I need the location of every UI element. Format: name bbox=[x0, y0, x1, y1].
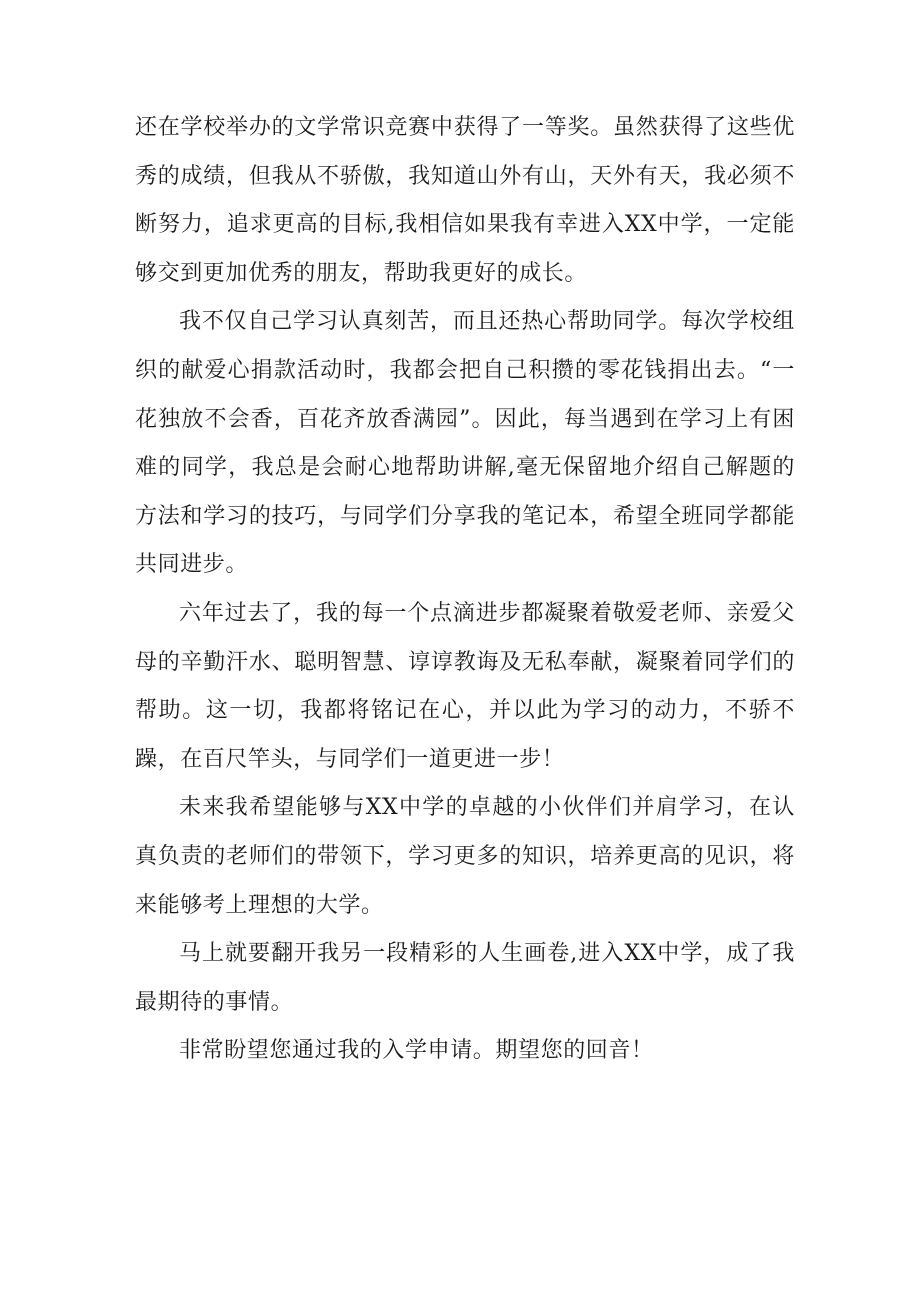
paragraph-continuation: 还在学校举办的文学常识竞赛中获得了一等奖。虽然获得了这些优秀的成绩，但我从不骄傲，我知道山外有山，天外有天，我必须不断努力，追求更高的目标,我相信如果我有幸进入XX中学，一定能够交到更加优秀的朋友，帮助我更好的成长。 bbox=[135, 115, 795, 286]
paragraph-future: 未来我希望能够与XX中学的卓越的小伙伴们并肩学习，在认真负责的老师们的带领下，学习更多的知识，培养更高的见识，将来能够考上理想的大学。 bbox=[135, 795, 795, 918]
paragraph-six-years: 六年过去了，我的每一个点滴进步都凝聚着敬爱老师、亲爱父母的辛勤汗水、聪明智慧、谆谆教诲及无私奉献，凝聚着同学们的帮助。这一切，我都将铭记在心，并以此为学习的动力，不骄不躁，在百尺竿头，与同学们一道更进一步！ bbox=[135, 600, 795, 772]
paragraph-next-chapter: 马上就要翻开我另一段精彩的人生画卷,进入XX中学，成了我最期待的事情。 bbox=[135, 941, 795, 1015]
letter-body bbox=[135, 104, 795, 1076]
paragraph-helping-classmates: 我不仅自己学习认真刻苦，而且还热心帮助同学。每次学校组织的献爱心捐款活动时，我都会把自己积攒的零花钱捐出去。“一花独放不会香，百花齐放香满园”。因此，每当遇到在学习上有困难的同学，我总是会耐心地帮助讲解,毫无保留地介绍自己解题的方法和学习的技巧，与同学们分享我的笔记本，希望全班同学都能共同进步。 bbox=[135, 309, 795, 578]
paragraph-closing: 非常盼望您通过我的入学申请。期望您的回音！ bbox=[179, 1038, 654, 1064]
